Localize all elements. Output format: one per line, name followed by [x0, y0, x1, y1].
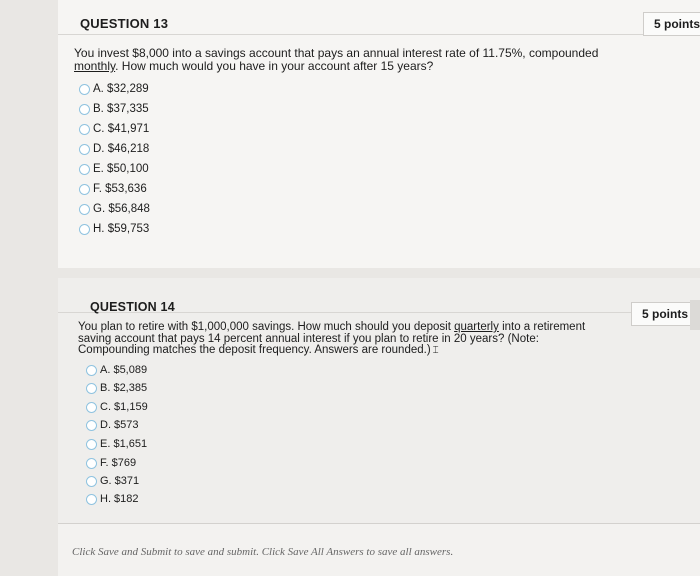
radio-button[interactable]: [86, 383, 97, 394]
radio-button[interactable]: [79, 144, 90, 155]
choice-label: C. $1,159: [100, 401, 148, 413]
q14-choice-b[interactable]: [86, 382, 147, 394]
choice-label: F. $53,636: [93, 183, 147, 195]
question-14-header: [58, 286, 700, 313]
choice-label: B. $37,335: [93, 103, 149, 115]
choice-label: E. $50,100: [93, 163, 149, 175]
question-14-prompt: [78, 322, 608, 357]
question-14-points: 5 points: [631, 302, 700, 326]
q14-choice-g[interactable]: [86, 475, 139, 487]
question-13-prompt-text: You invest $8,000 into a savings account that pays an annual interest rate of 11.75%, compounded: [74, 46, 599, 60]
q13-choice-f[interactable]: [79, 183, 147, 195]
question-14-prompt-text: You plan to retire with $1,000,000 savings. How much should you deposit: [78, 321, 455, 333]
choice-label: F. $769: [100, 457, 137, 469]
question-13-title: QUESTION 13: [80, 16, 169, 31]
q13-choice-g[interactable]: [79, 203, 150, 215]
choice-label: B. $2,385: [100, 382, 148, 394]
choice-label: D. $573: [100, 419, 139, 431]
q13-choice-h[interactable]: [79, 223, 149, 235]
radio-button[interactable]: [86, 494, 97, 505]
choice-label: G. $56,848: [93, 203, 150, 215]
question-13-panel: [58, 0, 700, 268]
radio-button[interactable]: [79, 124, 90, 135]
scrollbar-edge[interactable]: [690, 300, 700, 330]
q14-choice-d[interactable]: [86, 419, 139, 431]
radio-button[interactable]: [79, 164, 90, 175]
question-14-panel: [58, 278, 700, 548]
radio-button[interactable]: [86, 420, 97, 431]
radio-button[interactable]: [86, 458, 97, 469]
question-13-prompt-underlined: monthly: [74, 59, 116, 73]
radio-button[interactable]: [86, 365, 97, 376]
q13-choice-a[interactable]: [79, 83, 149, 95]
footer-instructions: Click Save and Submit to save and submit. Click Save All Answers to save all answers.: [72, 546, 454, 558]
q13-choice-c[interactable]: [79, 123, 149, 135]
submit-instructions-panel: [58, 523, 700, 576]
question-13-prompt: [74, 47, 634, 73]
q14-choice-f[interactable]: [86, 457, 136, 469]
q14-choice-c[interactable]: [86, 401, 148, 413]
radio-button[interactable]: [79, 184, 90, 195]
radio-button[interactable]: [79, 84, 90, 95]
radio-button[interactable]: [86, 476, 97, 487]
radio-button[interactable]: [79, 224, 90, 235]
choice-label: C. $41,971: [93, 123, 150, 135]
radio-button[interactable]: [86, 439, 97, 450]
choice-label: A. $5,089: [100, 364, 148, 376]
q14-choice-h[interactable]: [86, 493, 139, 505]
question-14-prompt-text-end: into a retirement saving account that pays 14 percent annual interest if you plan to retire in 20 years? (Note: Compounding matches the deposit frequency. Answers are rounded.): [78, 321, 586, 356]
choice-label: E. $1,651: [100, 438, 148, 450]
q13-choice-e[interactable]: [79, 163, 149, 175]
text-cursor-icon: ⌶: [432, 345, 439, 356]
question-13-prompt-text-end: . How much would you have in your account after 15 years?: [115, 59, 434, 73]
radio-button[interactable]: [79, 104, 90, 115]
choice-label: H. $182: [100, 493, 139, 505]
question-14-title: QUESTION 14: [90, 300, 175, 314]
q14-choice-a[interactable]: [86, 364, 147, 376]
question-13-header: [58, 8, 700, 35]
radio-button[interactable]: [79, 204, 90, 215]
choice-label: H. $59,753: [93, 223, 150, 235]
question-13-points: 5 points: [643, 12, 700, 36]
q13-choice-d[interactable]: [79, 143, 149, 155]
choice-label: D. $46,218: [93, 143, 150, 155]
choice-label: A. $32,289: [93, 83, 149, 95]
choice-label: G. $371: [100, 475, 140, 487]
q14-choice-e[interactable]: [86, 438, 147, 450]
q13-choice-b[interactable]: [79, 103, 149, 115]
question-14-prompt-underlined: quarterly: [454, 321, 499, 333]
radio-button[interactable]: [86, 402, 97, 413]
